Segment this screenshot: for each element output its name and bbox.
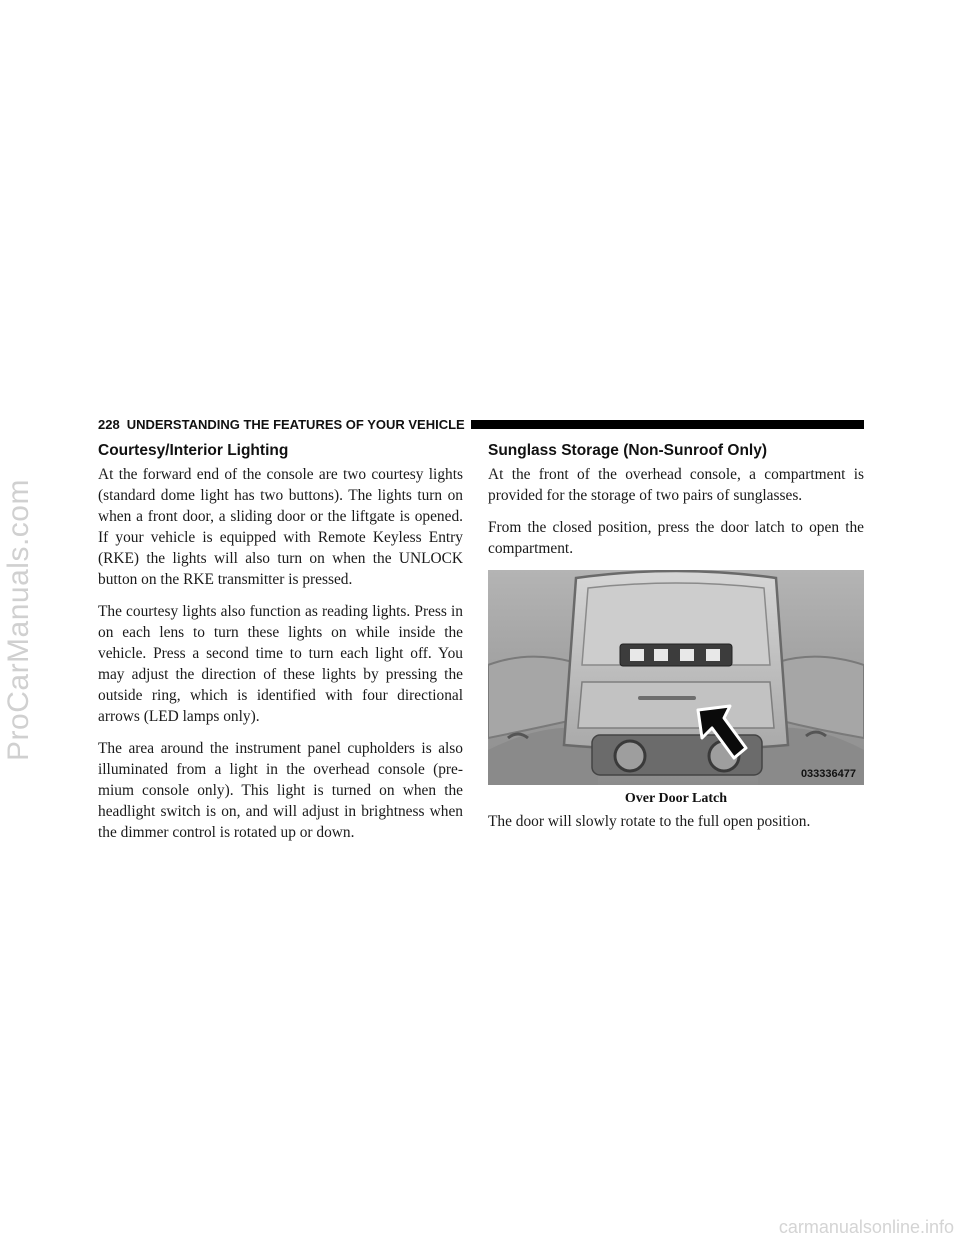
overhead-console-photo xyxy=(488,570,864,785)
right-column xyxy=(488,442,864,843)
page-header xyxy=(98,416,864,432)
figure-caption: Over Door Latch xyxy=(624,791,728,806)
paragraph: The courtesy lights also function as reading lights. Press in on each lens to turn these lights on while inside the vehicle. Press a second time to turn each light off. You may adjust the direction of these lights by pressing the outside ring, which is identified with four directional arrows (LED lamps only). xyxy=(98,603,463,725)
footer-watermark: carmanualsonline.info xyxy=(778,1217,954,1237)
section-title: UNDERSTANDING THE FEATURES OF YOUR VEHICLE xyxy=(126,416,465,432)
paragraph: From the closed position, press the door latch to open the compartment. xyxy=(488,519,864,557)
page-number: 228 xyxy=(98,416,120,432)
paragraph: At the front of the overhead console, a compartment is provided for the storage of two pairs of sunglasses. xyxy=(488,466,864,504)
overhead-console-illustration xyxy=(488,570,864,785)
figure-code: 033336477 xyxy=(800,768,856,780)
sunglass-storage-heading: Sunglass Storage (Non-Sunroof Only) xyxy=(488,442,768,459)
paragraph: The area around the instrument panel cupholders is also illuminated from a light in the overhead console (pre-mium console only). This light is turned on when the headlight switch is on, and will adjust in brightness when the dimmer control is rotated up or down. xyxy=(98,740,463,841)
side-watermark: ProCarManuals.com xyxy=(2,479,35,761)
paragraph: At the forward end of the console are two courtesy lights (standard dome light has two buttons). The lights turn on when a front door, a sliding door or the liftgate is opened. If your vehicle is equipped with Remote Keyless Entry (RKE) the lights will also turn on when the UNLOCK button on the RKE transmitter is pressed. xyxy=(98,466,463,588)
header-rule xyxy=(471,420,864,429)
paragraph: The door will slowly rotate to the full open position. xyxy=(488,813,811,830)
courtesy-lighting-heading: Courtesy/Interior Lighting xyxy=(98,442,289,459)
left-column xyxy=(98,442,463,854)
